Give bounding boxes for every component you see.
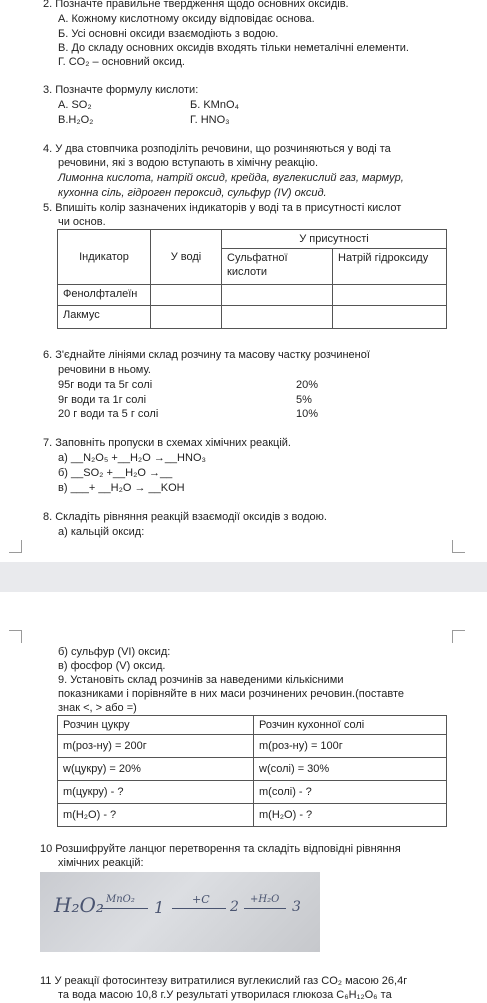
question-2-title: 2. Позначте правильне твердження щодо основних оксидів. xyxy=(43,0,349,10)
header-presence: У присутності xyxy=(222,230,447,249)
question-9-line-1: 9. Установіть склад розчинів за наведеними кількісними xyxy=(58,674,344,686)
cell-empty[interactable] xyxy=(222,285,333,306)
solution-salt-fraction: w(солі) = 30% xyxy=(254,758,447,781)
question-8-item-b: б) сульфур (VI) оксид: xyxy=(58,646,171,658)
indicator-table xyxy=(57,229,447,329)
question-7-title: 7. Заповніть пропуски в схемах хімічних реакцій. xyxy=(43,437,291,449)
solution-sugar-mass: m(роз-ну) = 200г xyxy=(58,735,254,758)
question-7-item-a: а) __N₂O₅ +__H₂O →__HNO₃ xyxy=(58,452,206,464)
chain-start-formula: H₂O₂ xyxy=(54,893,104,917)
question-2-option-d: Г. CO₂ – основний оксид. xyxy=(58,56,185,68)
question-4-substances-1: Лимонна кислота, натрій оксид, крейда, вуглекислий газ, мармур, xyxy=(58,172,404,184)
page-gap xyxy=(0,562,487,592)
margin-corner-mark xyxy=(9,630,22,643)
question-5-line-1: 5. Впишіть колір зазначених індикаторів у воді та в присутності кислот xyxy=(43,202,402,214)
solution-sugar-unknown-water: m(H₂O) - ? xyxy=(58,804,254,827)
question-3-title: 3. Позначте формулу кислоти: xyxy=(43,84,199,96)
chain-reagent-water: +H₂O xyxy=(250,894,280,905)
question-6-line-1: 6. З'єднайте лініями склад розчину та масову частку розчиненої xyxy=(43,349,370,361)
question-9-line-3: знак <, > або =) xyxy=(58,702,137,714)
chain-catalyst-label: MnO₂ xyxy=(106,894,135,905)
question-8-item-c: в) фосфор (V) оксид. xyxy=(58,660,166,672)
question-2-option-a: А. Кожному кислотному оксиду відповідає основа. xyxy=(58,13,315,25)
solution-salt-unknown-solute: m(солі) - ? xyxy=(254,781,447,804)
solution-sugar-header: Розчин цукру xyxy=(58,716,254,735)
chain-reagent-c: +C xyxy=(192,893,210,906)
margin-corner-mark xyxy=(9,540,22,553)
margin-corner-mark xyxy=(452,540,465,553)
question-8-item-a: а) кальцій оксид: xyxy=(58,526,145,538)
question-7-item-c: в) ___+ __H₂O → __KOH xyxy=(58,482,185,494)
question-5-line-2: чи основ. xyxy=(58,216,106,228)
question-10-line-1: 10 Розшифруйте ланцюг перетворення та складіть відповідні рівняння xyxy=(40,843,401,855)
header-base: Натрій гідроксиду xyxy=(333,249,447,285)
question-3-option-b: Б. KMnO₄ xyxy=(190,99,239,111)
question-11-line-1: 11 У реакції фотосинтезу витратилися вуглекислий газ CO₂ масою 26,4г xyxy=(40,975,408,987)
chain-arrow-2 xyxy=(172,908,226,909)
question-7-item-b: б) __SO₂ +__H₂O →__ xyxy=(58,467,173,479)
cell-empty[interactable] xyxy=(333,306,447,329)
margin-corner-mark xyxy=(452,630,465,643)
question-11-line-2: та вода масою 10,8 г.У результаті утворилася глюкоза C₆H₁₂O₆ та xyxy=(58,989,392,1001)
cell-empty[interactable] xyxy=(333,285,447,306)
solutions-table xyxy=(57,715,447,827)
question-6-right-2: 5% xyxy=(296,394,312,406)
header-indicator: Індикатор xyxy=(58,230,151,285)
question-4-substances-2: кухонна сіль, гідроген пероксид, сульфур (IV) оксид. xyxy=(58,187,327,199)
solution-salt-header: Розчин кухонної солі xyxy=(254,716,447,735)
header-acid: Сульфатної кислоти xyxy=(222,249,333,285)
cell-empty[interactable] xyxy=(151,306,222,329)
question-10-line-2: хімічних реакцій: xyxy=(58,857,144,869)
solution-salt-mass: m(роз-ну) = 100г xyxy=(254,735,447,758)
chain-step-3: 3 xyxy=(292,899,301,915)
cell-empty[interactable] xyxy=(222,306,333,329)
question-6-right-1: 20% xyxy=(296,379,319,391)
header-water: У воді xyxy=(151,230,222,285)
question-8-title: 8. Складіть рівняння реакцій взаємодії оксидів з водою. xyxy=(43,511,327,523)
question-6-right-3: 10% xyxy=(296,408,319,420)
question-3-option-d: Г. HNO₃ xyxy=(190,114,230,126)
chain-arrow-3 xyxy=(244,908,286,909)
solution-salt-unknown-water: m(H₂O) - ? xyxy=(254,804,447,827)
question-6-left-1: 95г води та 5г солі xyxy=(58,379,153,391)
question-4-line-1: 4. У два стовпчика розподіліть речовини, що розчиняються у воді та xyxy=(43,143,391,155)
solution-sugar-fraction: w(цукру) = 20% xyxy=(58,758,254,781)
chain-step-2: 2 xyxy=(230,899,239,915)
question-3-option-c: В.H₂O₂ xyxy=(58,114,94,126)
chain-arrow-1 xyxy=(100,908,148,909)
question-2-option-c: В. До складу основних оксидів входять тільки неметалічні елементи. xyxy=(58,42,409,54)
row-label-phenolphthalein: Фенолфталеїн xyxy=(58,285,151,306)
question-3-option-a: А. SO₂ xyxy=(58,99,92,111)
question-6-left-3: 20 г води та 5 г солі xyxy=(58,408,159,420)
row-label-litmus: Лакмус xyxy=(58,306,151,329)
question-2-option-b: Б. Усі основні оксиди взаємодіють з водою. xyxy=(58,28,279,40)
chain-step-1: 1 xyxy=(154,898,165,917)
cell-empty[interactable] xyxy=(151,285,222,306)
question-6-left-2: 9г води та 1г солі xyxy=(58,394,147,406)
question-9-line-2: показниками і порівняйте в них маси розчинених речовин.(поставте xyxy=(58,688,404,700)
question-6-line-2: речовини в ньому. xyxy=(58,364,151,376)
handwritten-chain-photo xyxy=(40,872,320,952)
question-4-line-2: речовини, які з водою вступають в хімічну реакцію. xyxy=(58,157,319,169)
solution-sugar-unknown-solute: m(цукру) - ? xyxy=(58,781,254,804)
